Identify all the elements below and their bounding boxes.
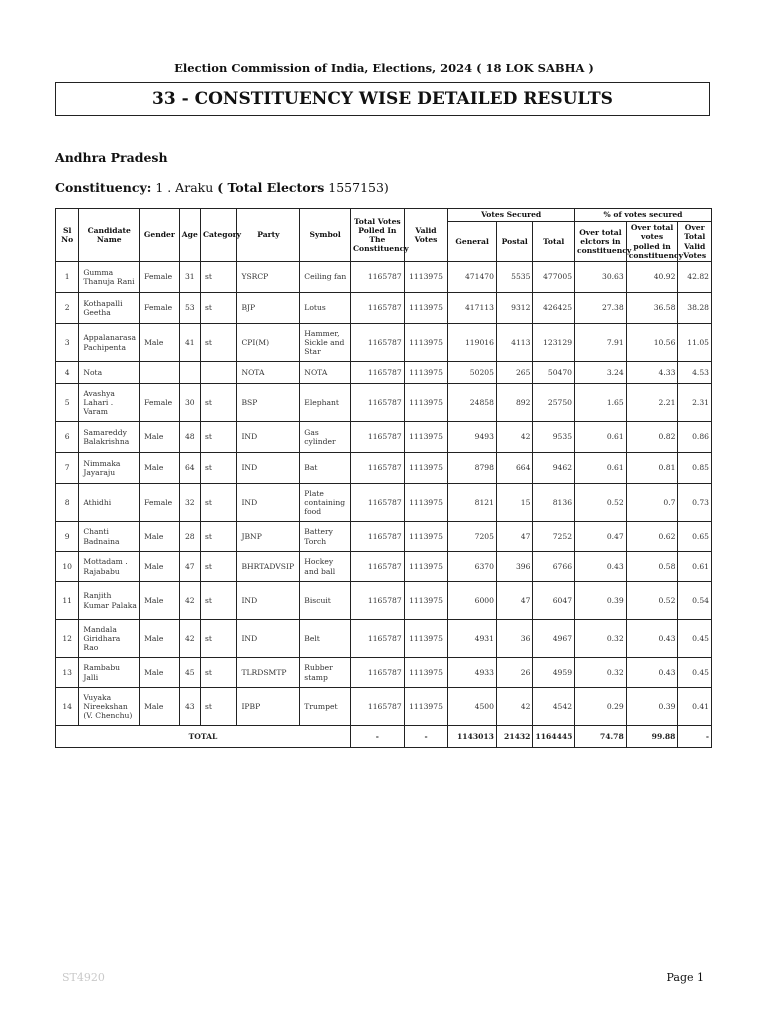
cell-pct-electors: 0.32 (575, 620, 627, 658)
cell-pct-polled: 0.82 (626, 422, 678, 453)
cell-pct-valid: 4.53 (678, 362, 712, 384)
header-category: Category (200, 209, 236, 262)
cell-polled: 1165787 (350, 620, 404, 658)
cell-pct-polled: 0.52 (626, 582, 678, 620)
cell-sl: 5 (56, 384, 79, 422)
report-title-box (55, 82, 710, 116)
cell-polled: 1165787 (350, 262, 404, 293)
cell-name: Rambabu Jalli (79, 658, 140, 688)
cell-pct-valid: 0.41 (678, 688, 712, 726)
cell-total: 426425 (533, 293, 575, 324)
cell-category: st (200, 522, 236, 552)
cell-pct-valid: 2.31 (678, 384, 712, 422)
cell-symbol: Belt (300, 620, 351, 658)
cell-valid: 1113975 (404, 620, 448, 658)
cell-general: 4500 (448, 688, 497, 726)
cell-sl: 1 (56, 262, 79, 293)
header-postal: Postal (496, 222, 532, 262)
cell-sl: 3 (56, 324, 79, 362)
table-row (56, 262, 712, 293)
constituency-label: Constituency: (55, 180, 152, 195)
cell-pct-electors: 0.61 (575, 422, 627, 453)
cell-name: Vuyaka Nireekshan (V. Chenchu) (79, 688, 140, 726)
cell-total: 50470 (533, 362, 575, 384)
table-row (56, 552, 712, 582)
table-row (56, 688, 712, 726)
cell-gender: Female (140, 484, 180, 522)
cell-symbol: Rubber stamp (300, 658, 351, 688)
cell-gender: Male (140, 422, 180, 453)
cell-category: st (200, 422, 236, 453)
cell-category: st (200, 552, 236, 582)
cell-age: 42 (179, 620, 200, 658)
cell-general: 9493 (448, 422, 497, 453)
cell-total: 6766 (533, 552, 575, 582)
cell-general: 4931 (448, 620, 497, 658)
cell-pct-electors: 3.24 (575, 362, 627, 384)
cell-gender: Male (140, 453, 180, 484)
cell-valid: 1113975 (404, 384, 448, 422)
table-row (56, 484, 712, 522)
total-polled: - (350, 726, 404, 748)
cell-category: st (200, 453, 236, 484)
cell-total: 7252 (533, 522, 575, 552)
total-general: 1143013 (448, 726, 497, 748)
cell-party: IND (237, 453, 300, 484)
cell-name: Mandala Giridhara Rao (79, 620, 140, 658)
cell-postal: 4113 (496, 324, 532, 362)
cell-sl: 12 (56, 620, 79, 658)
constituency-value: 1 . Araku (155, 180, 214, 195)
cell-symbol: Hockey and ball (300, 552, 351, 582)
table-row (56, 522, 712, 552)
cell-party: NOTA (237, 362, 300, 384)
cell-pct-electors: 0.47 (575, 522, 627, 552)
cell-age (179, 362, 200, 384)
cell-sl: 7 (56, 453, 79, 484)
header-total: Total (533, 222, 575, 262)
total-pct-polled: 99.88 (626, 726, 678, 748)
cell-category: st (200, 324, 236, 362)
header-over-total-electors: Over total elctors in constituency (575, 222, 627, 262)
cell-category: st (200, 262, 236, 293)
cell-valid: 1113975 (404, 522, 448, 552)
cell-gender: Male (140, 324, 180, 362)
cell-name: Athidhi (79, 484, 140, 522)
cell-gender: Female (140, 262, 180, 293)
results-table (55, 208, 712, 748)
cell-total: 6047 (533, 582, 575, 620)
cell-valid: 1113975 (404, 362, 448, 384)
constituency-line (55, 180, 389, 195)
cell-gender: Female (140, 293, 180, 324)
footer-code: ST4920 (62, 971, 105, 984)
cell-symbol: Biscuit (300, 582, 351, 620)
cell-pct-valid: 0.45 (678, 620, 712, 658)
cell-total: 4967 (533, 620, 575, 658)
cell-general: 417113 (448, 293, 497, 324)
cell-pct-polled: 0.43 (626, 658, 678, 688)
cell-pct-electors: 0.61 (575, 453, 627, 484)
cell-name: Mottadam . Rajababu (79, 552, 140, 582)
cell-general: 4933 (448, 658, 497, 688)
cell-pct-polled: 0.7 (626, 484, 678, 522)
cell-gender: Male (140, 620, 180, 658)
cell-polled: 1165787 (350, 522, 404, 552)
cell-postal: 47 (496, 522, 532, 552)
cell-pct-electors: 0.39 (575, 582, 627, 620)
cell-age: 41 (179, 324, 200, 362)
cell-polled: 1165787 (350, 362, 404, 384)
cell-pct-polled: 2.21 (626, 384, 678, 422)
cell-pct-electors: 0.32 (575, 658, 627, 688)
cell-symbol: Gas cylinder (300, 422, 351, 453)
cell-symbol: Ceiling fan (300, 262, 351, 293)
cell-postal: 47 (496, 582, 532, 620)
cell-pct-valid: 0.85 (678, 453, 712, 484)
cell-pct-electors: 30.63 (575, 262, 627, 293)
header-pct-votes-secured: % of votes secured (575, 209, 712, 222)
cell-symbol: Battery Torch (300, 522, 351, 552)
cell-pct-valid: 0.86 (678, 422, 712, 453)
cell-polled: 1165787 (350, 453, 404, 484)
cell-valid: 1113975 (404, 262, 448, 293)
cell-symbol: Trumpet (300, 688, 351, 726)
cell-name: Avashya Lahari . Varam (79, 384, 140, 422)
cell-age: 64 (179, 453, 200, 484)
cell-valid: 1113975 (404, 293, 448, 324)
cell-pct-valid: 0.54 (678, 582, 712, 620)
cell-pct-polled: 0.43 (626, 620, 678, 658)
cell-pct-polled: 4.33 (626, 362, 678, 384)
cell-age: 45 (179, 658, 200, 688)
cell-age: 47 (179, 552, 200, 582)
cell-gender: Female (140, 384, 180, 422)
cell-polled: 1165787 (350, 484, 404, 522)
cell-sl: 6 (56, 422, 79, 453)
cell-pct-valid: 0.65 (678, 522, 712, 552)
total-electors-value: 1557153) (328, 180, 389, 195)
header-age: Age (179, 209, 200, 262)
cell-total: 4542 (533, 688, 575, 726)
cell-postal: 265 (496, 362, 532, 384)
header-gender: Gender (140, 209, 180, 262)
table-row (56, 582, 712, 620)
cell-symbol: Elephant (300, 384, 351, 422)
cell-general: 119016 (448, 324, 497, 362)
cell-pct-polled: 0.58 (626, 552, 678, 582)
cell-pct-electors: 0.29 (575, 688, 627, 726)
cell-category: st (200, 620, 236, 658)
cell-party: IPBP (237, 688, 300, 726)
cell-postal: 5535 (496, 262, 532, 293)
cell-pct-electors: 27.38 (575, 293, 627, 324)
cell-name: Gumma Thanuja Rani (79, 262, 140, 293)
cell-pct-electors: 7.91 (575, 324, 627, 362)
cell-valid: 1113975 (404, 324, 448, 362)
cell-name: Appalanarasa Pachipenta (79, 324, 140, 362)
cell-party: CPI(M) (237, 324, 300, 362)
cell-symbol: Bat (300, 453, 351, 484)
cell-polled: 1165787 (350, 582, 404, 620)
cell-age: 53 (179, 293, 200, 324)
total-row (56, 726, 712, 748)
state-name: Andhra Pradesh (55, 150, 168, 165)
cell-valid: 1113975 (404, 582, 448, 620)
cell-general: 8121 (448, 484, 497, 522)
header-party: Party (237, 209, 300, 262)
cell-postal: 892 (496, 384, 532, 422)
cell-polled: 1165787 (350, 324, 404, 362)
cell-sl: 11 (56, 582, 79, 620)
header-valid-votes: Valid Votes (404, 209, 448, 262)
cell-name: Ranjith Kumar Palaka (79, 582, 140, 620)
cell-valid: 1113975 (404, 688, 448, 726)
total-postal: 21432 (496, 726, 532, 748)
cell-party: BHRTADVSIP (237, 552, 300, 582)
cell-party: IND (237, 484, 300, 522)
cell-total: 9535 (533, 422, 575, 453)
cell-pct-polled: 0.81 (626, 453, 678, 484)
table-row (56, 293, 712, 324)
cell-gender (140, 362, 180, 384)
report-title: 33 - CONSTITUENCY WISE DETAILED RESULTS (152, 89, 613, 109)
cell-category: st (200, 484, 236, 522)
cell-pct-valid: 0.61 (678, 552, 712, 582)
cell-sl: 14 (56, 688, 79, 726)
cell-category: st (200, 688, 236, 726)
cell-polled: 1165787 (350, 552, 404, 582)
cell-party: TLRDSMTP (237, 658, 300, 688)
cell-pct-polled: 40.92 (626, 262, 678, 293)
cell-polled: 1165787 (350, 688, 404, 726)
header-total-votes-polled: Total Votes Polled In The Constituency (350, 209, 404, 262)
cell-name: Nota (79, 362, 140, 384)
cell-party: IND (237, 582, 300, 620)
cell-postal: 664 (496, 453, 532, 484)
total-label: TOTAL (56, 726, 351, 748)
cell-total: 25750 (533, 384, 575, 422)
cell-party: IND (237, 620, 300, 658)
cell-sl: 10 (56, 552, 79, 582)
cell-gender: Male (140, 658, 180, 688)
cell-postal: 26 (496, 658, 532, 688)
cell-name: Chanti Badnaina (79, 522, 140, 552)
cell-total: 123129 (533, 324, 575, 362)
table-row (56, 620, 712, 658)
header-symbol: Symbol (300, 209, 351, 262)
document-top-title: Election Commission of India, Elections, 2024 ( 18 LOK SABHA ) (174, 61, 594, 75)
cell-symbol: Plate containing food (300, 484, 351, 522)
header-votes-secured: Votes Secured (448, 209, 575, 222)
table-row (56, 324, 712, 362)
cell-general: 50205 (448, 362, 497, 384)
cell-postal: 396 (496, 552, 532, 582)
cell-pct-polled: 0.62 (626, 522, 678, 552)
header-sl-no: Sl No (56, 209, 79, 262)
total-valid: - (404, 726, 448, 748)
total-electors-label: ( Total Electors (217, 180, 325, 195)
cell-sl: 8 (56, 484, 79, 522)
cell-gender: Male (140, 582, 180, 620)
cell-valid: 1113975 (404, 552, 448, 582)
cell-age: 30 (179, 384, 200, 422)
cell-party: IND (237, 422, 300, 453)
cell-category: st (200, 658, 236, 688)
cell-age: 28 (179, 522, 200, 552)
table-row (56, 658, 712, 688)
cell-party: BJP (237, 293, 300, 324)
cell-pct-valid: 0.73 (678, 484, 712, 522)
cell-general: 6370 (448, 552, 497, 582)
cell-party: JBNP (237, 522, 300, 552)
cell-pct-valid: 0.45 (678, 658, 712, 688)
cell-name: Kothapalli Geetha (79, 293, 140, 324)
cell-party: BSP (237, 384, 300, 422)
table-row (56, 453, 712, 484)
cell-pct-electors: 0.43 (575, 552, 627, 582)
cell-age: 31 (179, 262, 200, 293)
cell-general: 24858 (448, 384, 497, 422)
cell-postal: 9312 (496, 293, 532, 324)
cell-total: 4959 (533, 658, 575, 688)
cell-valid: 1113975 (404, 484, 448, 522)
cell-symbol: Lotus (300, 293, 351, 324)
cell-age: 42 (179, 582, 200, 620)
table-row (56, 362, 712, 384)
header-candidate-name: Candidate Name (79, 209, 140, 262)
cell-age: 43 (179, 688, 200, 726)
cell-category: st (200, 582, 236, 620)
cell-general: 471470 (448, 262, 497, 293)
table-row (56, 384, 712, 422)
cell-pct-polled: 10.56 (626, 324, 678, 362)
cell-general: 8798 (448, 453, 497, 484)
cell-pct-valid: 42.82 (678, 262, 712, 293)
header-general: General (448, 222, 497, 262)
cell-party: YSRCP (237, 262, 300, 293)
cell-polled: 1165787 (350, 658, 404, 688)
cell-gender: Male (140, 552, 180, 582)
cell-total: 9462 (533, 453, 575, 484)
cell-valid: 1113975 (404, 422, 448, 453)
cell-pct-polled: 0.39 (626, 688, 678, 726)
table-row (56, 422, 712, 453)
cell-postal: 42 (496, 688, 532, 726)
cell-gender: Male (140, 522, 180, 552)
cell-polled: 1165787 (350, 293, 404, 324)
cell-pct-valid: 11.05 (678, 324, 712, 362)
cell-age: 48 (179, 422, 200, 453)
cell-pct-electors: 0.52 (575, 484, 627, 522)
cell-category (200, 362, 236, 384)
cell-sl: 13 (56, 658, 79, 688)
total-pct-valid: - (678, 726, 712, 748)
cell-pct-electors: 1.65 (575, 384, 627, 422)
cell-postal: 42 (496, 422, 532, 453)
cell-valid: 1113975 (404, 453, 448, 484)
total-total: 1164445 (533, 726, 575, 748)
cell-name: Nimmaka Jayaraju (79, 453, 140, 484)
page-number: Page 1 (666, 971, 704, 984)
header-over-total-polled: Over total votes polled in constituency (626, 222, 678, 262)
cell-symbol: NOTA (300, 362, 351, 384)
cell-sl: 2 (56, 293, 79, 324)
cell-total: 477005 (533, 262, 575, 293)
cell-symbol: Hammer, Sickle and Star (300, 324, 351, 362)
cell-postal: 36 (496, 620, 532, 658)
cell-postal: 15 (496, 484, 532, 522)
cell-category: st (200, 293, 236, 324)
cell-general: 6000 (448, 582, 497, 620)
header-over-total-valid: Over Total Valid Votes (678, 222, 712, 262)
cell-pct-valid: 38.28 (678, 293, 712, 324)
cell-gender: Male (140, 688, 180, 726)
cell-valid: 1113975 (404, 658, 448, 688)
cell-polled: 1165787 (350, 422, 404, 453)
cell-pct-polled: 36.58 (626, 293, 678, 324)
cell-age: 32 (179, 484, 200, 522)
cell-polled: 1165787 (350, 384, 404, 422)
cell-sl: 4 (56, 362, 79, 384)
cell-name: Samareddy Balakrishna (79, 422, 140, 453)
cell-category: st (200, 384, 236, 422)
total-pct-electors: 74.78 (575, 726, 627, 748)
cell-general: 7205 (448, 522, 497, 552)
cell-sl: 9 (56, 522, 79, 552)
cell-total: 8136 (533, 484, 575, 522)
